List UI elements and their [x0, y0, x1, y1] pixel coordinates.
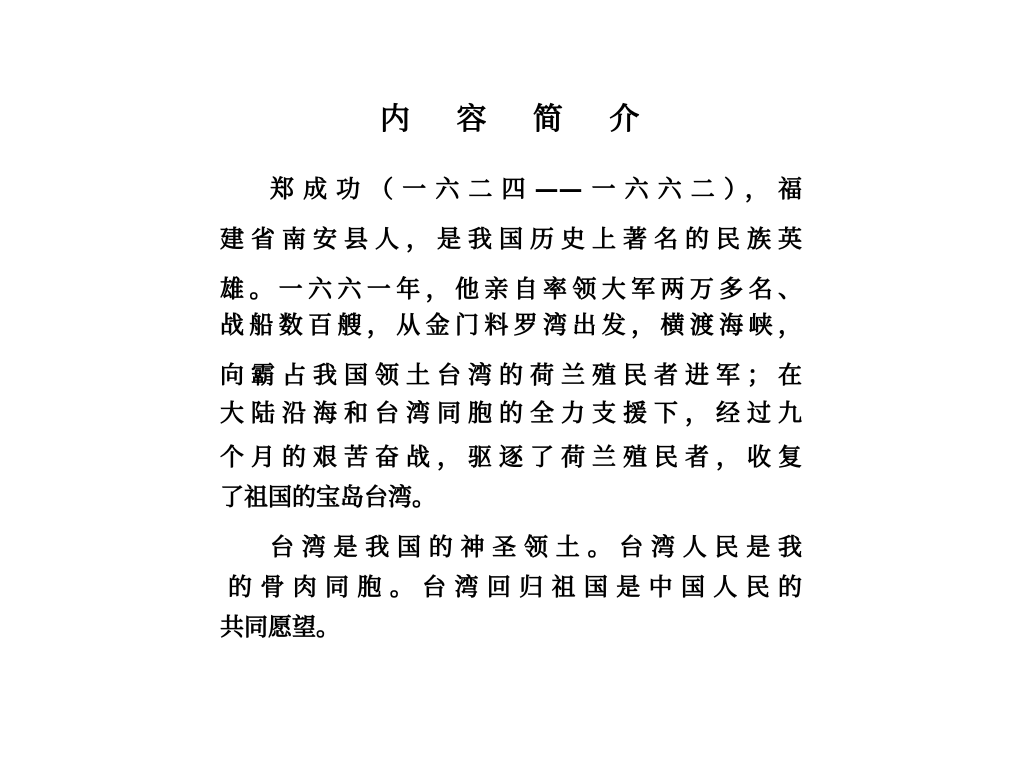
paragraph-1-line-8: 了祖国的宝岛台湾。 — [220, 482, 436, 511]
page-title: 内 容 简 介 — [380, 102, 658, 137]
paragraph-1-line-2: 建省南安县人，是我国历史上著名的民族英 — [220, 224, 802, 253]
paragraph-1-line-7: 个月的艰苦奋战，驱逐了荷兰殖民者，收复 — [220, 442, 802, 471]
paragraph-2-line-3: 共同愿望。 — [220, 612, 340, 641]
paragraph-1-line-6: 大陆沿海和台湾同胞的全力支援下，经过九 — [220, 398, 802, 427]
paragraph-2-line-2: 的骨肉同胞。台湾回归祖国是中国人民的 — [228, 572, 802, 601]
paragraph-1-line-4: 战船数百艘，从金门料罗湾出发，横渡海峡， — [220, 310, 802, 339]
paragraph-1-line-3: 雄。一六六一年，他亲自率领大军两万多名、 — [220, 274, 802, 303]
paragraph-1-line-1: 郑成功（一六二四——一六六二），福 — [270, 174, 802, 203]
paragraph-2-line-1: 台湾是我国的神圣领土。台湾人民是我 — [270, 532, 802, 561]
paragraph-1-line-5: 向霸占我国领土台湾的荷兰殖民者进军；在 — [220, 360, 802, 389]
